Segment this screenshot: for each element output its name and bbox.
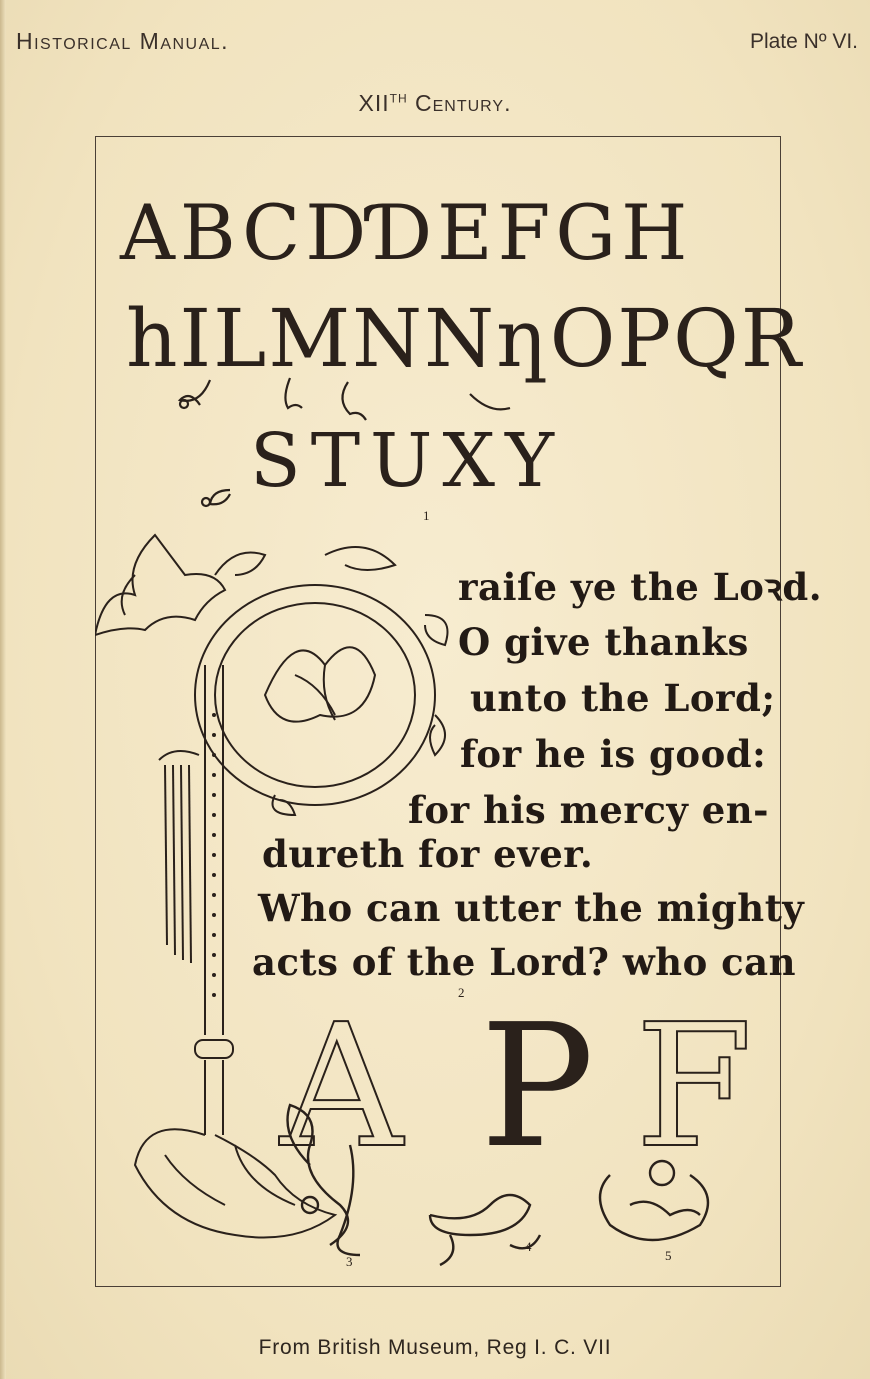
psalm-line-3: unto the Lord; [470,676,776,720]
ornamented-letters [270,1005,770,1285]
figure-number-2: 2 [458,985,465,1000]
century-superscript: TH [389,91,408,106]
psalm-line-1: raiſe ye the Loꝛd. [458,565,823,609]
figure-number-5: 5 [665,1248,672,1263]
figure-number-3: 3 [346,1254,353,1269]
alphabet-flourishes [170,370,790,530]
alphabet-row-1: ABCDƊEFGH [120,188,693,277]
psalm-line-4: for he is good: [460,732,767,776]
psalm-line-8: acts of the Lord? who can [252,940,797,984]
psalm-line-5: for his mercy en- [408,788,770,832]
series-title: Historical Manual. [16,28,230,54]
ornamented-letter-p: P [480,1005,595,1186]
century-roman: XII [358,90,390,116]
century-heading [0,90,870,117]
page-spine-shadow [0,0,6,1379]
psalm-line-6: dureth for ever. [262,832,594,876]
ornamented-letter-f: F [635,1005,753,1186]
ornamented-letter-a: A [280,1005,403,1186]
figure-number-4: 4 [525,1239,532,1254]
alphabet-row-3: STUXY [250,418,564,504]
figure-number-1: 1 [423,508,430,523]
source-caption: From British Museum, Reg I. C. VII [258,1336,612,1359]
alphabet-row-2: hILMNNƞOPQR [126,292,803,385]
psalm-line-2: O give thanks [458,620,749,664]
plate-number: Plate Nº VI. [749,30,858,53]
century-word: Century. [415,90,512,116]
psalm-line-7: Who can utter the mighty [258,886,805,930]
